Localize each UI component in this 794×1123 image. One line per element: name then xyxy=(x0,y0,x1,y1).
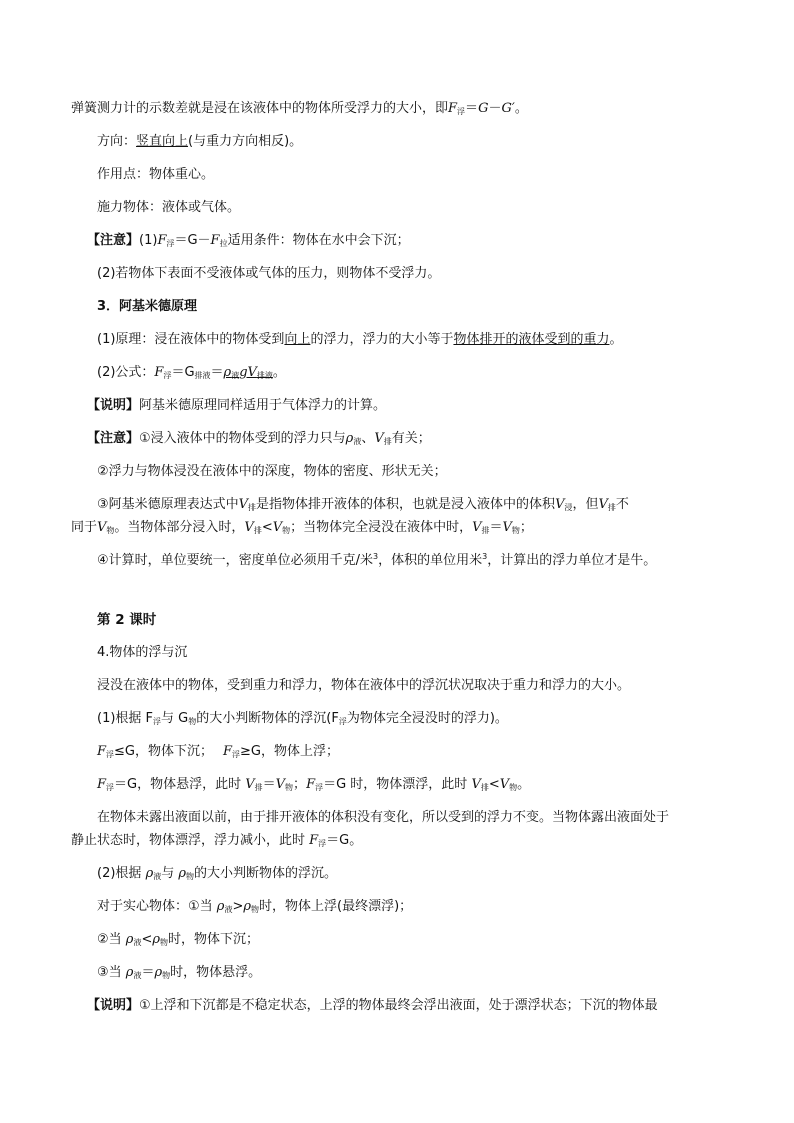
paragraph-note-1: 【注意】$(1)F_浮=G-F_拉$适用条件：物体在水中会下沉； xyxy=(87,233,410,248)
section-heading-archimedes: 3．阿基米德原理 xyxy=(97,299,198,314)
paragraph-volume-1: ③阿基米德原理表达式中$V_排$是指物体排开液体的体积，也就是浸入液体中的体积$V_浸$，但$V_排$不 xyxy=(97,497,629,512)
paragraph-units: ④计算时，单位要统一，密度单位必须用千克/米$^3$，体积的单位用米$^3$，计算出的浮力单位才是牛。 xyxy=(97,552,657,568)
paragraph-conditions-1: $F_浮\le G$，物体下沉； $F_浮\ge G$，物体上浮； xyxy=(97,744,339,759)
paragraph-note-factors: 【注意】①浸入液体中的物体受到的浮力只与$\rho_液$、$V_排$有关； xyxy=(87,431,431,446)
paragraph-density-rise: 对于实心物体：①当 $\rho_液>\rho_物$时，物体上浮(最终漂浮)； xyxy=(97,899,413,914)
paragraph-force-source: 施力物体：液体或气体。 xyxy=(97,200,241,215)
paragraph-conditions-2: $F_浮=G$，物体悬浮，此时 $V_排=V_物$；$F_浮=G$ 时，物体漂浮，此时 $V_排<V_物$。 xyxy=(97,777,531,792)
paragraph-compare-density: (2)根据 $\rho_液$与 $\rho_物$的大小判断物体的浮沉。 xyxy=(97,866,338,881)
paragraph-application-point: 作用点：物体重心。 xyxy=(97,167,215,182)
paragraph-emerging-1: 在物体未露出液面以前，由于排开液体的体积没有变化，所以受到的浮力不变。当物体露出液面处于 xyxy=(97,810,670,825)
paragraph-explanation-stability: 【说明】①上浮和下沉都是不稳定状态，上浮的物体最终会浮出液面，处于漂浮状态；下沉的物体最 xyxy=(87,998,658,1013)
paragraph-explanation: 【说明】阿基米德原理同样适用于气体浮力的计算。 xyxy=(87,398,387,413)
paragraph-direction: 方向：竖直向上(与重力方向相反)。 xyxy=(97,134,303,149)
paragraph-density-suspend: ③当 $\rho_液=\rho_物$时，物体悬浮。 xyxy=(97,965,262,980)
paragraph-formula: (2)公式：$F_浮=G_{排液}=\rho_液gV_{排液}$。 xyxy=(97,365,286,380)
paragraph-emerging-2: 静止状态时，物体漂浮，浮力减小，此时 $F_浮=G$。 xyxy=(71,833,363,848)
paragraph-spring-scale: 弹簧测力计的示数差就是浸在该液体中的物体所受浮力的大小，即$F_浮=G-G'$。 xyxy=(71,101,528,116)
lesson-heading: 第 2 课时 xyxy=(97,612,157,628)
paragraph-float-sink-intro: 浸没在液体中的物体，受到重力和浮力，物体在液体中的浮沉状况取决于重力和浮力的大小。 xyxy=(97,678,631,693)
paragraph-principle: (1)原理：浸在液体中的物体受到向上的浮力，浮力的大小等于物体排开的液体受到的重力。 xyxy=(97,332,623,347)
paragraph-note-2: (2)若物体下表面不受液体或气体的压力，则物体不受浮力。 xyxy=(97,266,441,281)
section-heading-float-sink: 4.物体的浮与沉 xyxy=(97,645,188,660)
paragraph-volume-2: 同于$V_物$。当物体部分浸入时，$V_排<V_物$；当物体完全浸没在液体中时，$V_排=V_物$； xyxy=(71,520,533,535)
paragraph-compare-force: (1)根据 $F_浮$与 $G_物$的大小判断物体的浮沉($F_浮$为物体完全浸没时的浮力)。 xyxy=(97,711,508,726)
paragraph-density-sink: ②当 $\rho_液<\rho_物$时，物体下沉； xyxy=(97,932,260,947)
paragraph-independence: ②浮力与物体浸没在液体中的深度，物体的密度、形状无关； xyxy=(97,464,447,479)
